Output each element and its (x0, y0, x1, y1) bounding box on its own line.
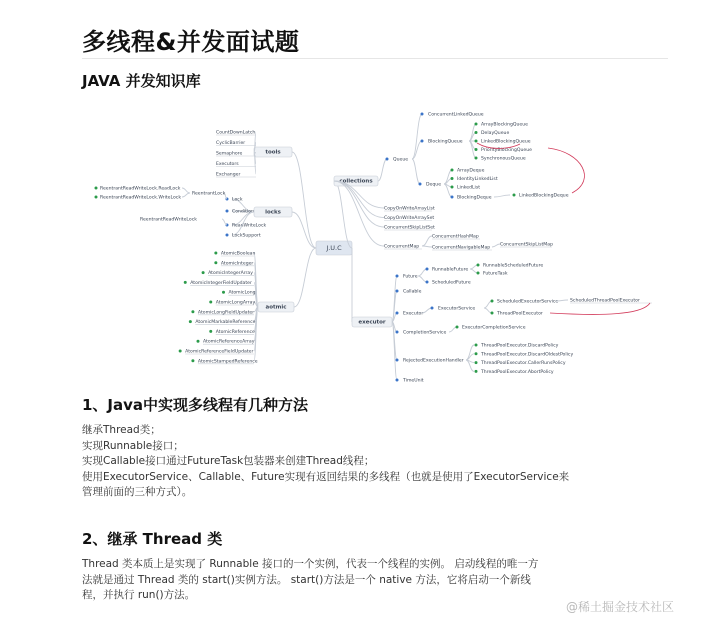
bq-leaf: DelayQueue (481, 131, 510, 136)
section1-line: 管理前面的三种方式）。 (82, 486, 193, 498)
section1-heading: 1、Java中实现多线程有几种方法 (82, 396, 309, 414)
aotmic-leaf: AtomicIntegerArray (208, 271, 253, 277)
section2-line: 法就是通过 Thread 类的 start()实例方法。 start()方法是一个 native 方法，它将启动一个新线 (82, 573, 531, 586)
aotmic-leaf: AtomicStampedReference (197, 359, 258, 365)
section2-line: 程，并执行 run()方法。 (82, 589, 196, 601)
info-icon (419, 183, 422, 186)
leaf-icon (222, 291, 225, 294)
stpe-label: ScheduledThreadPoolExecutor (570, 298, 640, 304)
leaf-icon (475, 370, 478, 373)
clq-label: ConcurrentLinkedQueue (428, 112, 484, 118)
locks-leaf: Lock (232, 197, 243, 203)
aotmic-leaf: AtomicReferenceArray (203, 339, 255, 345)
aotmic-leaf: AtomicBoolean (220, 251, 256, 257)
policy-leaf: ThreadPoolExecutor.DiscardOldestPolicy (481, 352, 574, 358)
info-icon (421, 140, 424, 143)
deque-leaf: LinkedList (457, 185, 481, 191)
info-icon (396, 312, 399, 315)
reentrant-lock-label: ReentrantLock (192, 191, 226, 197)
info-icon (426, 268, 429, 271)
section2-heading: 2、继承 Thread 类 (82, 530, 223, 548)
info-icon (426, 281, 429, 284)
mindmap-connector (412, 159, 420, 184)
mindmap-connector (484, 301, 492, 308)
mindmap-connector (294, 248, 316, 307)
mindmap-connector (378, 159, 387, 181)
bq-leaf: ArrayBlockingQueue (481, 122, 528, 128)
mindmap-connector (492, 244, 500, 247)
info-icon (226, 234, 229, 237)
leaf-icon (475, 352, 478, 355)
center-node-label: J.U.C (326, 244, 342, 252)
leaf-icon (451, 177, 454, 180)
branch-locks-label: locks (265, 209, 281, 216)
reh-label: RejectedExecutionHandler (403, 358, 464, 364)
leaf-icon (477, 264, 480, 267)
leaf-icon (202, 271, 205, 274)
section1-line: 实现Callable接口通过FutureTask包装器来创建Thread线程； (82, 455, 375, 467)
policy-leaf: ThreadPoolExecutor.AbortPolicy (481, 369, 554, 375)
aotmic-leaf: AtomicReferenceFieldUpdater (185, 349, 254, 355)
leaf-icon (184, 281, 187, 284)
leaf-icon (475, 344, 478, 347)
leaf-icon (179, 350, 182, 353)
branch-aotmic-label: aotmic (265, 304, 287, 311)
aotmic-leaf: AtomicLongFieldUpdater (197, 310, 255, 316)
watermark: @稀土掘金技术社区 (566, 600, 675, 614)
leaf-icon (475, 157, 478, 160)
branch-collections-label: collections (339, 178, 373, 185)
info-icon (396, 379, 399, 382)
section1-body (82, 423, 570, 501)
aotmic-leaf: AtomicIntegerFieldUpdater (190, 280, 252, 286)
locks-leaf: ReadWriteLock (232, 223, 267, 229)
collection-leaf: ConcurrentSkipListSet (384, 225, 435, 231)
chm-label: ConcurrentHashMap (432, 234, 479, 240)
leaf-icon (191, 310, 194, 313)
info-icon (396, 290, 399, 293)
section2-line: Thread 类本质上是实现了 Runnable 接口的一个实例，代表一个线程的实例。 启动线程的唯一方 (82, 558, 539, 570)
section1-line: 继承Thread类； (82, 424, 161, 436)
section1-line: 使用ExecutorService、Callable、Future实现有返回结果的多线程（也就是使用了ExecutorService来 (82, 470, 570, 483)
queue-label: Queue (393, 157, 409, 163)
info-icon (451, 196, 454, 199)
leaf-icon (513, 194, 516, 197)
accent-connector (550, 303, 650, 314)
aotmic-leaf: AtomicInteger (220, 261, 254, 267)
bq-label: BlockingQueue (428, 139, 463, 145)
locks-leaf: LockSupport (232, 233, 261, 239)
leaf-icon (475, 131, 478, 134)
leaf-icon (209, 301, 212, 304)
bq-leaf: LinkedBlockingQueue (481, 139, 531, 145)
leaf-icon (477, 272, 480, 275)
sf-label: ScheduledFuture (432, 280, 471, 286)
info-icon (421, 113, 424, 116)
leaf-icon (451, 169, 454, 172)
leaf-icon (95, 196, 98, 199)
leaf-icon (475, 140, 478, 143)
leaf-icon (451, 186, 454, 189)
mindmap-connector (418, 276, 427, 282)
tpe-label: ThreadPoolExecutor (497, 311, 543, 317)
locks-leaf: Condition (232, 209, 254, 215)
deque-leaf: ArrayDeque (457, 168, 485, 174)
rrwl-write-label: ReentrantReadWriteLock.WriteLock (100, 195, 181, 201)
mindmap-connector (292, 212, 316, 248)
ses-label: ScheduledExecutorService (497, 299, 559, 305)
mindmap-connector (494, 195, 510, 197)
info-icon (396, 331, 399, 334)
rf-label: RunnableFuture (432, 267, 469, 273)
mindmap-connector (422, 246, 432, 247)
deque-leaf: IdentityLinkedList (457, 177, 498, 182)
branch-tools-label: tools (265, 149, 281, 156)
mindmap-connector (392, 322, 397, 380)
info-icon (396, 275, 399, 278)
future-label: Future (403, 274, 418, 280)
cs-label: CompletionService (403, 330, 447, 336)
mindmap-connector (182, 188, 190, 193)
es-label: ExecutorService (438, 306, 476, 312)
bq-leaf: SynchronousQueue (481, 156, 526, 162)
rrwl-read-label: ReentrantReadWriteLock.ReadLock (100, 186, 181, 192)
aotmic-leaf: AtomicMarkableReference (195, 320, 256, 326)
cslm-label: ConcurrentSkipListMap (500, 242, 553, 248)
mindmap-connector (334, 178, 384, 246)
bq-leaf: PriorityBlockingQueue (481, 148, 532, 153)
aotmic-leaf: AtomicReference (215, 329, 255, 335)
tools-leaf: CountDownLatch (216, 130, 256, 136)
leaf-icon (191, 359, 194, 362)
ft-label: FutureTask (483, 271, 508, 277)
leaf-icon (491, 300, 494, 303)
cnm-label: ConcurrentNavigableMap (432, 245, 491, 251)
leaf-icon (456, 326, 459, 329)
ecs-label: ExecutorCompletionService (462, 325, 526, 331)
executor-label: Executor (403, 311, 424, 317)
leaf-icon (214, 252, 217, 255)
rsf-label: RunnableScheduledFuture (483, 263, 544, 269)
bdeque-label: BlockingDeque (457, 195, 492, 201)
tools-leaf: Exchanger (216, 172, 241, 178)
callable-label: Callable (403, 289, 422, 295)
leaf-icon (475, 361, 478, 364)
leaf-icon (209, 330, 212, 333)
subtitle: JAVA 并发知识库 (82, 72, 201, 90)
mindmap-connector (422, 236, 432, 246)
section1-line: 实现Runnable接口； (82, 439, 184, 452)
tools-leaf: Semaphore (216, 151, 243, 157)
leaf-icon (95, 187, 98, 190)
info-icon (431, 307, 434, 310)
tools-leaf: Executors (216, 162, 239, 167)
mindmap-connector (292, 152, 316, 248)
leaf-icon (197, 340, 200, 343)
collection-leaf: CopyOnWriteArraySet (384, 216, 435, 221)
mindmap-connector (182, 193, 190, 197)
accent-connector (548, 148, 584, 193)
timeunit-label: TimeUnit (403, 378, 424, 384)
leaf-icon (491, 312, 494, 315)
deque-label: Deque (426, 182, 442, 188)
mindmap-connector (466, 345, 474, 360)
leaf-icon (475, 123, 478, 126)
info-icon (396, 359, 399, 362)
branch-executor-label: executor (358, 319, 386, 326)
aotmic-leaf: AtomicLong (228, 290, 256, 296)
policy-leaf: ThreadPoolExecutor.DiscardPolicy (481, 343, 559, 349)
aotmic-leaf: AtomicLongArray (215, 300, 256, 306)
lbd-label: LinkedBlockingDeque (519, 193, 569, 199)
cmap-label: ConcurrentMap (384, 244, 420, 250)
leaf-icon (214, 261, 217, 264)
mindmap-connector (334, 178, 384, 218)
policy-leaf: ThreadPoolExecutor.CallerRunsPolicy (481, 361, 566, 367)
leaf-icon (189, 320, 192, 323)
leaf-icon (475, 148, 478, 151)
section2-body (82, 557, 539, 604)
page-title: 多线程&并发面试题 (82, 28, 300, 56)
title-divider (82, 58, 668, 59)
juc-mindmap-diagram (82, 100, 668, 390)
info-icon (386, 158, 389, 161)
rrwl-label: ReentrantReadWriteLock (140, 217, 197, 223)
info-icon (226, 210, 229, 213)
mindmap-connector (418, 269, 427, 276)
mindmap-connector (412, 114, 422, 159)
collection-leaf: CopyOnWriteArrayList (384, 206, 435, 212)
mindmap-connector (392, 276, 397, 322)
tools-leaf: CyclicBarrier (216, 141, 246, 146)
mindmap-connector (422, 308, 432, 313)
